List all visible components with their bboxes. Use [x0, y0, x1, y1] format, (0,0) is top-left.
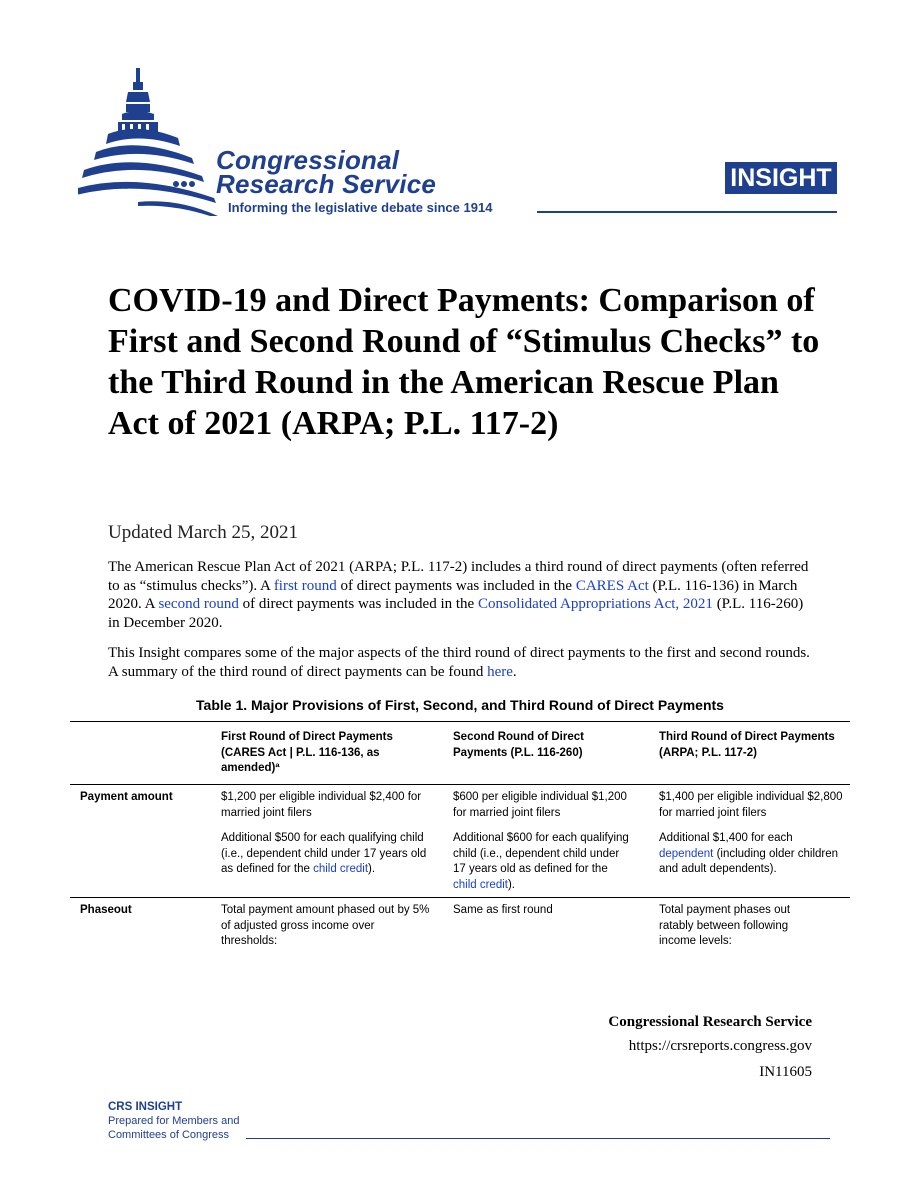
- footer-org: Congressional Research Service: [608, 1014, 812, 1030]
- insight-badge: INSIGHT: [725, 162, 837, 194]
- first-round-link[interactable]: first round: [273, 577, 337, 594]
- tagline: Informing the legislative debate since 1914: [228, 200, 493, 215]
- org-name-line2: Research Service: [216, 169, 437, 199]
- tagline-divider: [537, 211, 837, 213]
- header-first-round: First Round of Direct Payments (CARES Act | P.L. 116-136, as amended)ª: [221, 731, 393, 774]
- consolidated-appropriations-link[interactable]: Consolidated Appropriations Act, 2021: [477, 596, 713, 612]
- org-name-line1: Congressional: [216, 145, 400, 175]
- table-top-rule: [70, 721, 850, 722]
- table-cell: $1,200 per eligible individual $2,400 for married joint filers Additional $500 for each qualifying child (i.e., dependent child under 17 years old as defined for the child credit).: [221, 791, 427, 875]
- table-cell: Total payment phases out ratably between following income levels:: [659, 904, 791, 947]
- intro-paragraph: The American Rescue Plan Act of 2021 (ARPA; P.L. 117-2) includes a third round of direct payments (often referred to as “stimulus checks”). A first round of direct payments was included in the CARES Act (P.L. 116-136) in March 2020. A second round of direct payments was included in the Consolidated Appropriations Act, 2021 (P.L. 116-260) in December 2020.: [108, 559, 809, 631]
- header-third-round: Third Round of Direct Payments (ARPA; P.L. 117-2): [659, 731, 835, 759]
- table-cell: $1,400 per eligible individual $2,800 for married joint filers Additional $1,400 for each dependent (including older children and adult dependents).: [659, 791, 843, 875]
- row-rule: [70, 897, 850, 898]
- crs-insight-footer: CRS INSIGHT Prepared for Members and Committees of Congress: [108, 1101, 240, 1141]
- header-rule: [70, 784, 850, 785]
- dependent-link[interactable]: dependent: [659, 847, 714, 860]
- cares-act-link[interactable]: CARES Act: [575, 577, 649, 594]
- updated-date: Updated March 25, 2021: [108, 522, 298, 543]
- capitol-dome-icon: [78, 66, 218, 216]
- second-round-link[interactable]: second round: [158, 596, 239, 612]
- child-credit-link[interactable]: child credit: [313, 863, 369, 875]
- child-credit-link[interactable]: child credit: [453, 878, 508, 891]
- table-cell: Total payment amount phased out by 5% of adjusted gross income over thresholds:: [221, 904, 430, 947]
- row-label-phaseout: Phaseout: [80, 904, 132, 916]
- report-id: IN11605: [759, 1064, 812, 1080]
- here-link[interactable]: here: [487, 663, 513, 680]
- footer-divider: [246, 1138, 830, 1139]
- footer-url: https://crsreports.congress.gov: [628, 1038, 812, 1054]
- crs-logo: [78, 66, 838, 226]
- summary-paragraph: This Insight compares some of the major aspects of the third round of direct payments to the first and second rounds. A summary of the third round of direct payments can be found here.: [108, 645, 810, 680]
- table-caption: Table 1. Major Provisions of First, Second, and Third Round of Direct Payments: [196, 697, 724, 713]
- header-second-round: Second Round of Direct Payments (P.L. 116-260): [453, 731, 584, 759]
- page-title: COVID-19 and Direct Payments: Comparison of First and Second Round of “Stimulus Checks” to the Third Round in the American Rescue Plan Act of 2021 (ARPA; P.L. 117-2): [108, 282, 820, 442]
- table-cell: Same as first round: [453, 904, 553, 916]
- row-label-payment-amount: Payment amount: [80, 791, 173, 803]
- table-cell: $600 per eligible individual $1,200 for married joint filers Additional $600 for each qualifying child (i.e., dependent child under 17 years old as defined for the child credit).: [453, 791, 629, 891]
